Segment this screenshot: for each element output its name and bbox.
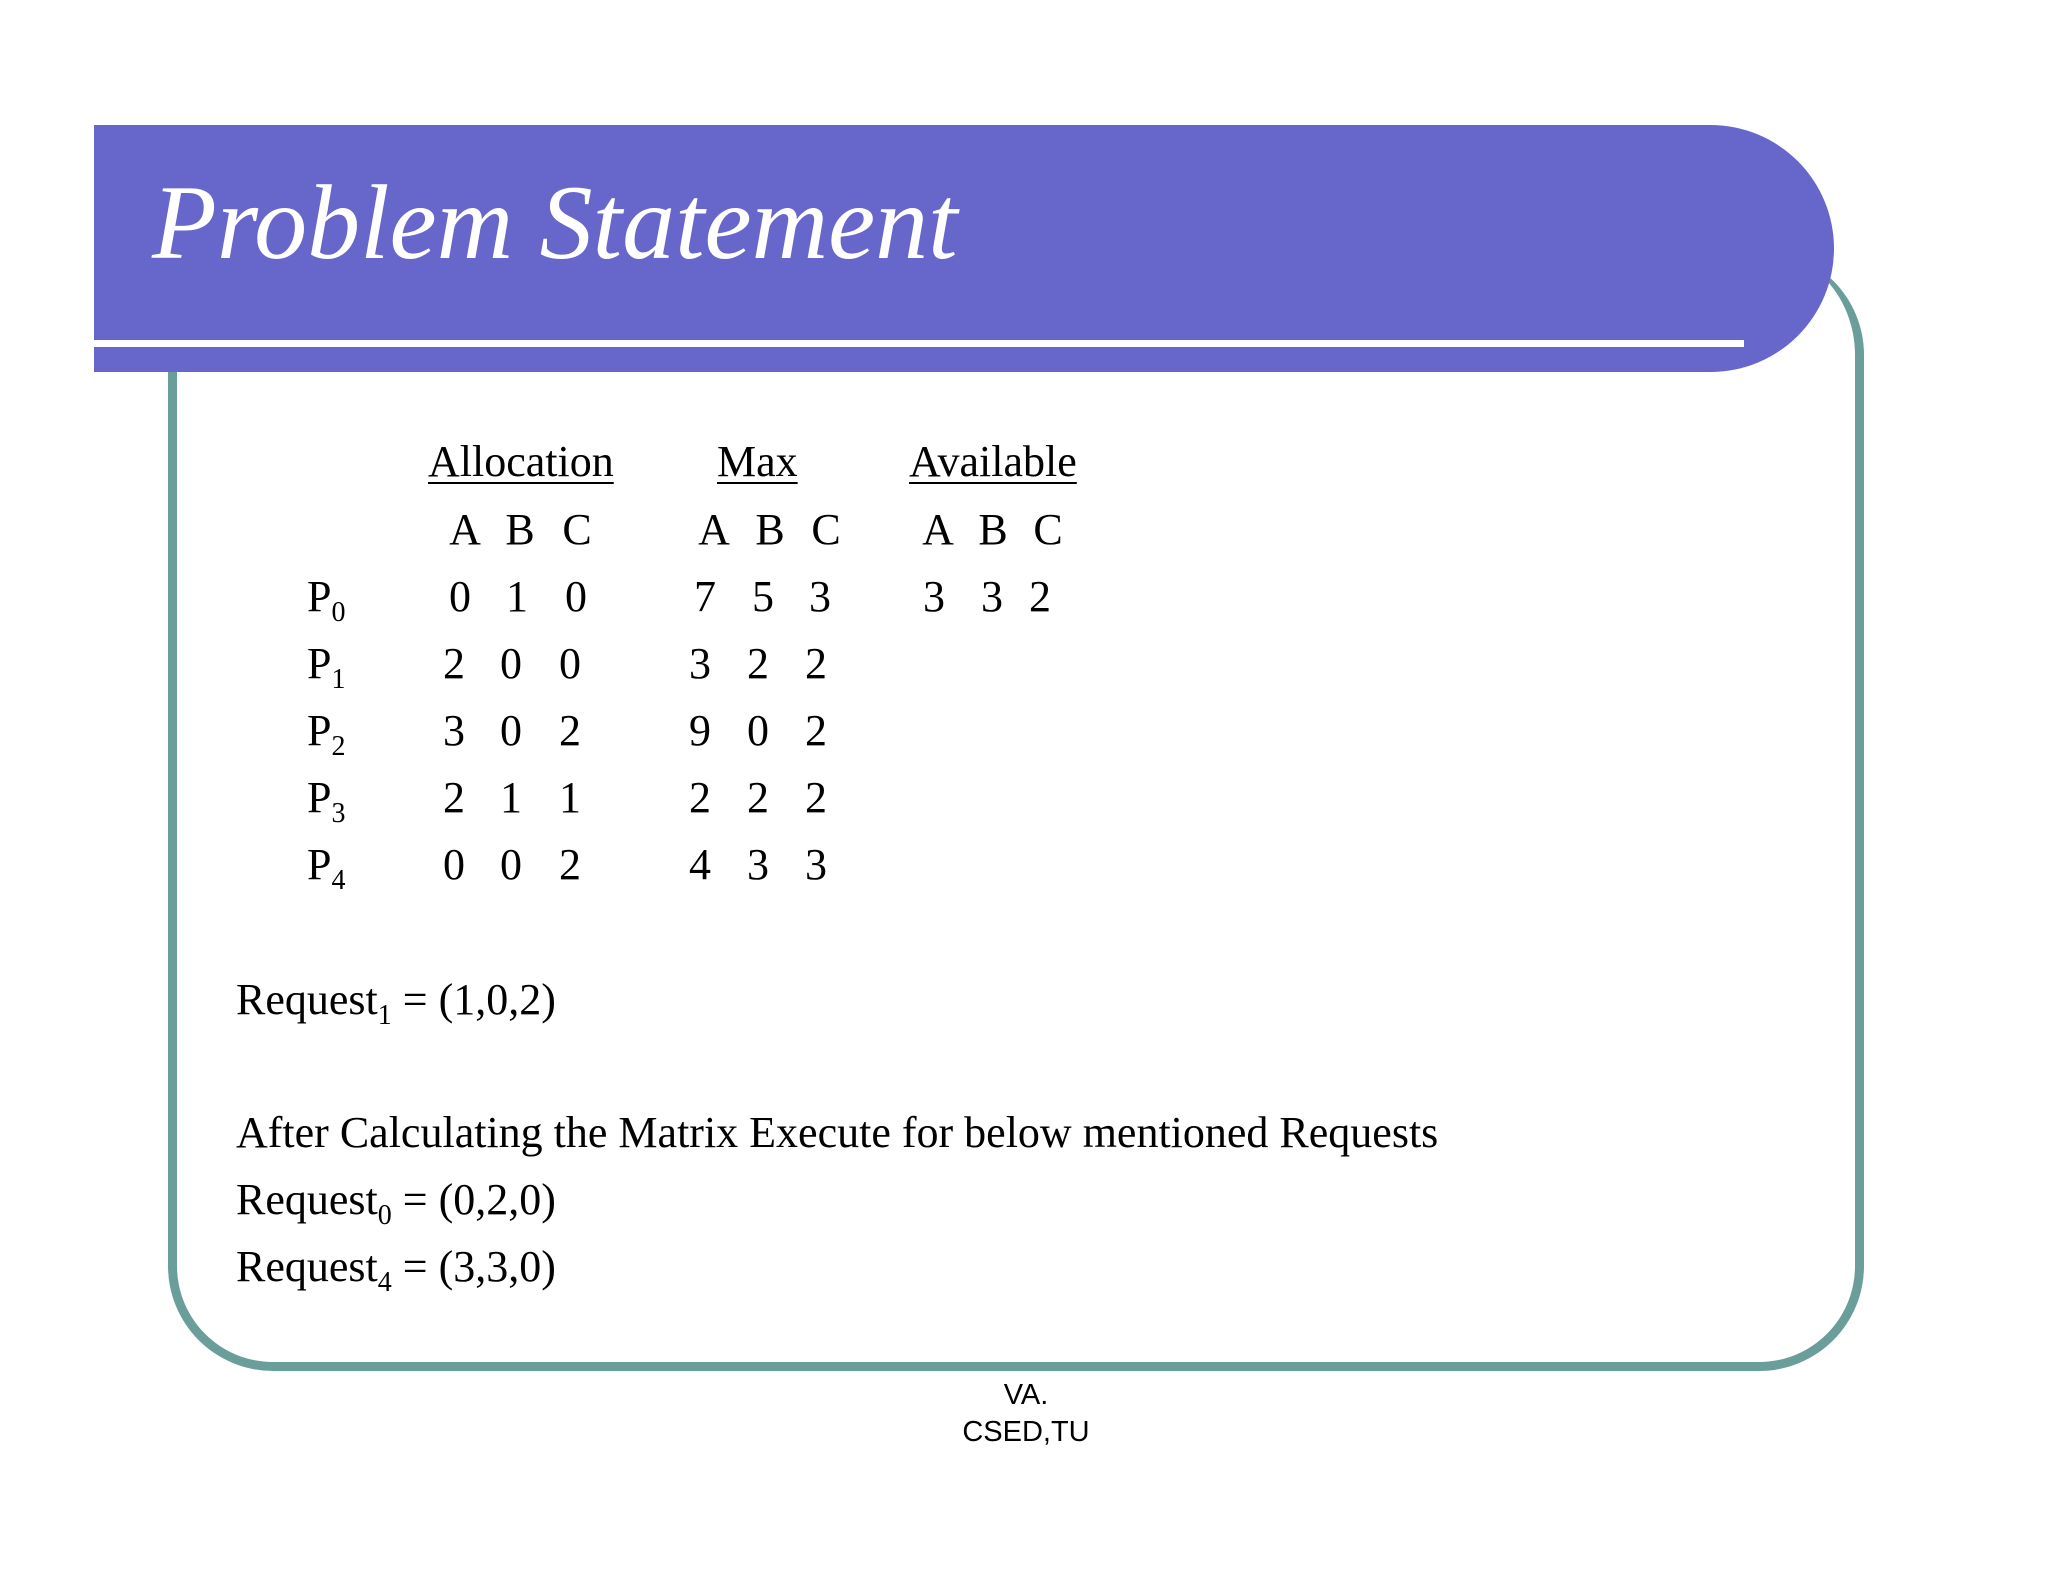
available-cell: 3 [981, 572, 1003, 621]
col-letter-avail-c: C [1033, 505, 1063, 554]
banner-divider [94, 340, 1744, 347]
process-label: $P_1$ [307, 639, 346, 695]
col-letter-alloc-c: C [562, 505, 592, 554]
alloc-cell: 1 [506, 572, 528, 621]
header-available: Available [909, 437, 1077, 486]
alloc-cell: 0 [500, 706, 522, 755]
alloc-cell: 0 [443, 840, 465, 889]
max-cell: 3 [747, 840, 769, 889]
alloc-cell: 1 [559, 773, 581, 822]
process-label: $P_0$ [307, 572, 346, 628]
max-cell: 2 [747, 773, 769, 822]
alloc-cell: 2 [559, 706, 581, 755]
available-cell: 3 [923, 572, 945, 621]
footer-author: VA. [1003, 1379, 1049, 1411]
max-cell: 2 [747, 639, 769, 688]
max-cell: 7 [694, 572, 716, 621]
max-cell: 2 [805, 773, 827, 822]
header-max: Max [717, 437, 798, 486]
alloc-cell: 1 [500, 773, 522, 822]
col-letter-max-b: B [755, 505, 785, 554]
max-cell: 9 [689, 706, 711, 755]
alloc-cell: 0 [565, 572, 587, 621]
alloc-cell: 2 [559, 840, 581, 889]
alloc-cell: 2 [443, 773, 465, 822]
max-cell: 2 [805, 706, 827, 755]
max-cell: 3 [805, 840, 827, 889]
process-label: $P_4$ [307, 840, 346, 896]
alloc-cell: 0 [500, 840, 522, 889]
instruction-text: After Calculating the Matrix Execute for below mentioned Requests [236, 1108, 1439, 1157]
alloc-cell: 0 [449, 572, 471, 621]
col-letter-avail-a: A [922, 505, 954, 554]
request-0: Request$_0$ = (0,2,0) [236, 1175, 556, 1231]
col-letter-max-a: A [698, 505, 730, 554]
max-cell: 5 [752, 572, 774, 621]
process-label: $P_2$ [307, 706, 346, 762]
max-cell: 0 [747, 706, 769, 755]
col-letter-avail-b: B [978, 505, 1008, 554]
request-4: Request$_4$ = (3,3,0) [236, 1242, 556, 1298]
max-cell: 2 [689, 773, 711, 822]
alloc-cell: 3 [443, 706, 465, 755]
header-allocation: Allocation [428, 437, 614, 486]
max-cell: 3 [689, 639, 711, 688]
alloc-cell: 0 [500, 639, 522, 688]
available-cell: 2 [1029, 572, 1051, 621]
col-letter-alloc-a: A [449, 505, 481, 554]
col-letter-max-c: C [811, 505, 841, 554]
footer-department: CSED,TU [962, 1416, 1090, 1448]
max-cell: 4 [689, 840, 711, 889]
slide-title: Problem Statement [152, 164, 958, 281]
request-1: Request$_1$ = (1,0,2) [236, 975, 556, 1031]
alloc-cell: 0 [559, 639, 581, 688]
process-label: $P_3$ [307, 773, 346, 829]
max-cell: 3 [809, 572, 831, 621]
max-cell: 2 [805, 639, 827, 688]
alloc-cell: 2 [443, 639, 465, 688]
col-letter-alloc-b: B [505, 505, 535, 554]
